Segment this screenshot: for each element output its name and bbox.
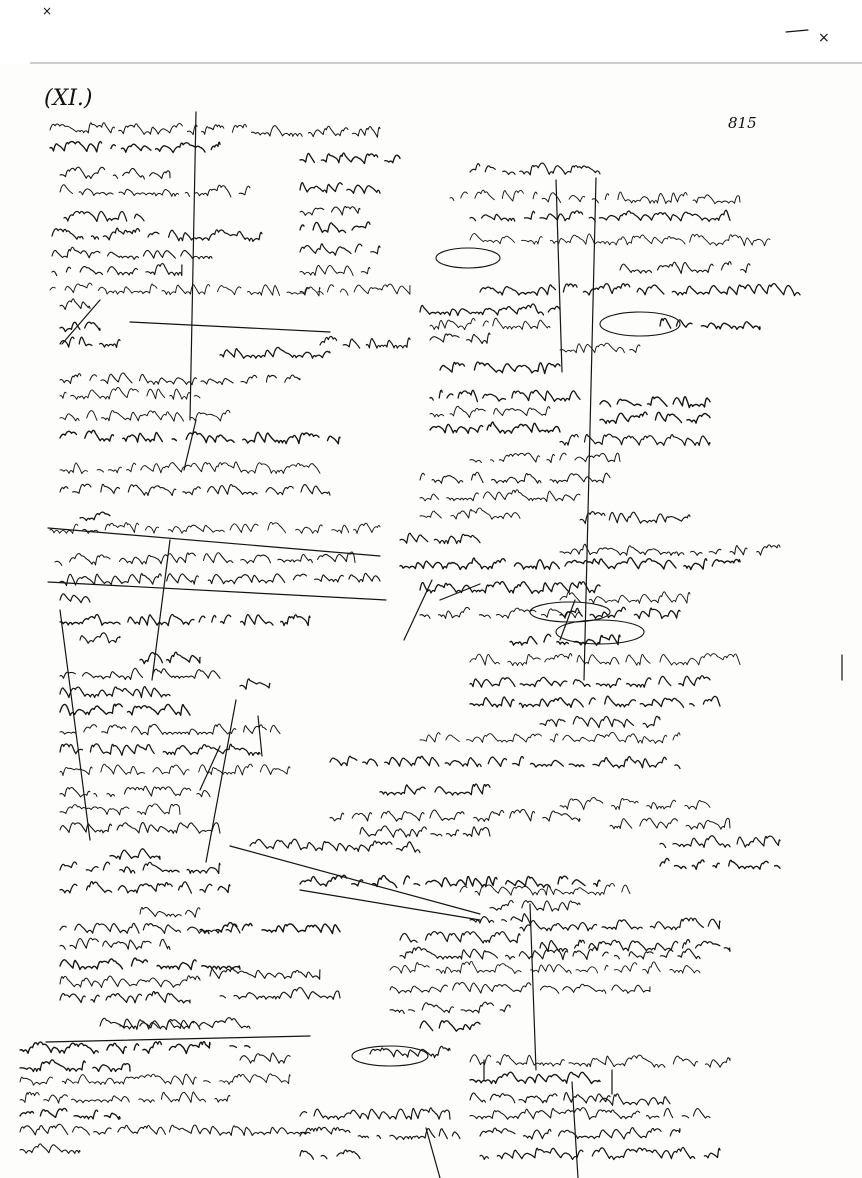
handwritten-line	[400, 558, 740, 570]
handwritten-line	[620, 261, 750, 273]
handwritten-line	[540, 940, 730, 952]
handwritten-line	[470, 210, 730, 221]
handwritten-line	[470, 453, 620, 463]
pen-line	[300, 890, 480, 920]
handwritten-line	[390, 961, 700, 973]
handwritten-line	[60, 923, 240, 933]
handwritten-line	[55, 552, 355, 565]
pen-line	[230, 846, 480, 914]
pen-line	[130, 322, 330, 332]
handwritten-line	[560, 544, 780, 555]
handwritten-line	[520, 918, 720, 931]
page-number: 815	[728, 114, 757, 132]
handwritten-line	[60, 862, 220, 874]
handwritten-line	[300, 207, 360, 216]
pen-line	[206, 700, 236, 862]
handwritten-line	[50, 142, 220, 153]
handwritten-line	[60, 976, 200, 988]
handwritten-line	[470, 1108, 710, 1120]
handwritten-line	[110, 849, 160, 860]
pen-line	[46, 1036, 310, 1042]
handwritten-line	[470, 914, 530, 924]
handwritten-line	[60, 823, 220, 834]
corner-mark-right: ×	[818, 30, 830, 46]
handwritten-line	[580, 512, 690, 524]
handwritten-line	[60, 668, 220, 679]
handwritten-line	[60, 462, 320, 474]
handwritten-line	[420, 1021, 480, 1031]
pen-line	[584, 178, 596, 680]
handwritten-line	[540, 716, 660, 727]
handwritten-line	[560, 592, 690, 604]
section-heading: (XI.)	[44, 86, 93, 111]
handwritten-line	[20, 1092, 230, 1103]
handwritten-line	[360, 826, 490, 837]
handwritten-line	[60, 958, 240, 969]
pen-line	[530, 904, 536, 1070]
handwritten-line	[240, 679, 270, 689]
handwritten-line	[400, 932, 520, 943]
handwritten-line	[300, 153, 400, 164]
handwritten-line	[60, 410, 230, 421]
pen-line	[786, 30, 808, 32]
handwritten-line	[20, 1042, 210, 1054]
handwritten-line	[300, 265, 370, 275]
handwritten-line	[470, 654, 740, 666]
handwritten-line	[20, 1108, 120, 1119]
handwritten-line	[660, 858, 780, 869]
handwritten-line	[60, 167, 170, 179]
handwritten-line	[60, 615, 310, 626]
pen-line	[560, 600, 575, 640]
pen-line	[200, 746, 220, 790]
handwritten-line	[60, 373, 300, 385]
handwritten-line	[300, 244, 380, 255]
handwritten-line	[420, 508, 520, 519]
handwritten-line	[470, 1055, 730, 1068]
handwritten-line	[660, 318, 760, 329]
handwritten-line	[470, 163, 600, 175]
handwritten-line	[20, 1060, 130, 1072]
handwritten-line	[600, 1094, 670, 1106]
handwritten-line	[210, 968, 320, 980]
handwritten-line	[140, 652, 200, 663]
handwritten-line	[80, 512, 110, 520]
handwritten-line	[380, 784, 490, 795]
handwritten-line	[20, 1124, 310, 1135]
handwritten-line	[50, 123, 380, 138]
handwritten-line	[390, 982, 650, 993]
handwritten-line	[470, 1093, 610, 1103]
handwritten-line	[560, 797, 710, 809]
handwritten-line	[60, 573, 380, 585]
handwritten-line	[400, 533, 480, 543]
handwritten-line	[60, 991, 190, 1003]
handwritten-line	[250, 839, 420, 852]
handwritten-line	[60, 185, 250, 197]
circled-word	[436, 248, 500, 268]
handwritten-line	[200, 923, 340, 934]
handwritten-line	[430, 422, 560, 433]
handwritten-line	[60, 804, 180, 815]
handwritten-line	[300, 1127, 460, 1139]
handwritten-line	[80, 633, 120, 643]
circled-word	[352, 1046, 428, 1066]
handwritten-line	[60, 687, 170, 698]
pen-line	[258, 716, 262, 756]
pen-line	[48, 528, 380, 556]
handwritten-line	[64, 211, 144, 221]
pen-line	[190, 112, 196, 420]
pen-line	[440, 584, 480, 600]
handwritten-line	[420, 490, 580, 502]
handwritten-lines	[20, 123, 800, 1160]
handwritten-line	[490, 901, 580, 912]
handwritten-line	[60, 704, 190, 716]
handwritten-line	[240, 1053, 290, 1063]
handwritten-line	[52, 247, 212, 259]
handwritten-line	[60, 786, 210, 797]
handwritten-line	[220, 347, 330, 358]
handwritten-line	[52, 228, 262, 241]
handwritten-line	[60, 764, 290, 775]
handwritten-line	[420, 732, 680, 743]
handwritten-line	[50, 283, 320, 296]
handwritten-line	[330, 809, 580, 821]
handwritten-line	[330, 756, 680, 768]
handwritten-line	[480, 1128, 680, 1139]
handwritten-line	[430, 333, 490, 343]
handwritten-line	[20, 1074, 290, 1085]
handwritten-line	[610, 818, 730, 829]
handwritten-line	[420, 607, 580, 618]
handwritten-line	[430, 318, 550, 329]
handwritten-line	[300, 1108, 450, 1120]
pen-line	[48, 582, 386, 600]
handwritten-line	[60, 430, 340, 443]
handwritten-line	[370, 1046, 450, 1057]
handwritten-line	[60, 938, 170, 949]
pen-line	[184, 420, 196, 470]
handwritten-line	[430, 406, 550, 417]
handwritten-line	[60, 387, 200, 399]
handwritten-line	[480, 1148, 720, 1160]
handwritten-line	[600, 397, 710, 408]
handwritten-line	[20, 1144, 80, 1154]
handwritten-line	[470, 234, 770, 246]
handwritten-line	[52, 264, 182, 276]
handwritten-line	[560, 343, 640, 353]
handwritten-line	[220, 988, 340, 1000]
pen-line	[556, 180, 562, 372]
handwritten-line	[300, 284, 410, 295]
handwritten-line	[60, 882, 230, 894]
handwritten-line	[60, 337, 120, 347]
handwritten-line	[60, 484, 330, 495]
handwritten-line	[230, 1046, 250, 1048]
handwritten-line	[440, 362, 560, 374]
handwritten-line	[560, 434, 710, 445]
handwritten-line	[470, 676, 710, 688]
handwritten-line	[300, 183, 380, 194]
handwritten-line	[300, 1150, 360, 1159]
handwritten-line	[320, 336, 410, 348]
handwritten-line	[470, 696, 720, 707]
handwritten-line	[140, 907, 200, 917]
handwritten-line	[120, 1019, 200, 1029]
handwritten-line	[430, 390, 580, 401]
handwritten-line	[300, 222, 370, 233]
handwritten-line	[600, 412, 710, 423]
handwritten-line	[60, 744, 260, 756]
handwritten-line	[60, 724, 280, 735]
handwritten-line	[60, 299, 90, 310]
handwritten-line	[420, 304, 560, 315]
handwritten-line	[60, 594, 90, 603]
handwritten-line	[390, 1002, 510, 1013]
pen-line	[60, 610, 90, 840]
handwritten-line	[420, 582, 600, 594]
handwritten-line	[470, 1072, 600, 1083]
pen-line	[404, 580, 432, 640]
handwritten-line	[660, 836, 780, 848]
handwritten-line	[420, 472, 610, 483]
corner-mark-left: ×	[42, 4, 53, 18]
handwritten-line	[480, 284, 800, 296]
